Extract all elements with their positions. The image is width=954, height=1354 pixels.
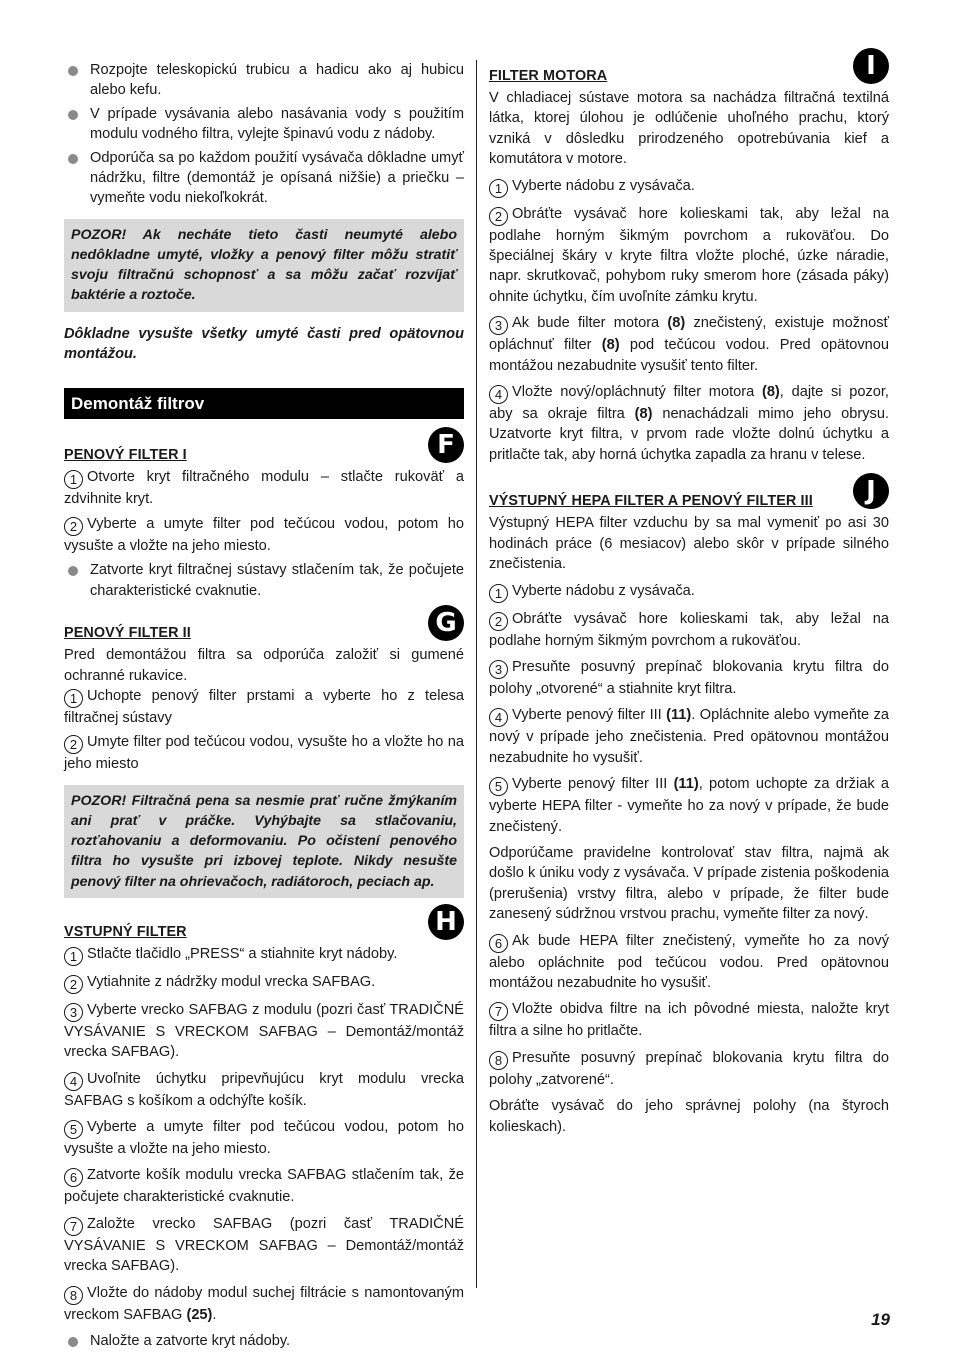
step-text: Vyberte vrecko SAFBAG z modulu (pozri časť TRADIČNÉ VYSÁVANIE S VRECKOM SAFBAG – Demontáž/montáž vrecka SAFBAG). (64, 1001, 464, 1061)
step (64, 944, 464, 966)
step-text: Vyberte nádobu z vysávača. (512, 582, 695, 599)
step (489, 581, 889, 603)
step-text: Založte vrecko SAFBAG (pozri časť TRADIČNÉ VYSÁVANIE S VRECKOM SAFBAG – Demontáž/montáž vrecka SAFBAG). (64, 1215, 464, 1275)
intro-bullet: Rozpojte teleskopickú trubicu a hadicu ako aj hubicu alebo kefu. (64, 60, 464, 101)
part-reference: (8) (761, 384, 780, 401)
step (64, 1069, 464, 1111)
step (64, 972, 464, 994)
step (64, 732, 464, 774)
step (64, 1283, 464, 1325)
step-number: 3 (489, 316, 508, 335)
step-text: , potom uchopte za držiak a vyberte HEPA filter - vymeňte ho za nový v prípade, že bude znečistený. (489, 776, 889, 835)
step-number: 1 (489, 584, 508, 603)
paragraph: V chladiacej sústave motora sa nachádza filtračná textilná látka, ktorej úlohou je odlúčenie uhoľného prachu, ktorý vzniká v dôsledku prirodzeného opotrebúvania kief a komutátora v motore. (489, 90, 889, 168)
step (64, 514, 464, 556)
step-number: 5 (489, 777, 508, 796)
figure-badge-g: G (428, 605, 464, 641)
intro-bullet: V prípade vysávania alebo nasávania vody s použitím modulu vodného filtra, vylejte špinavú vodu z nádoby. (64, 104, 464, 145)
step-text: Vyberte a umyte filter pod tečúcou vodou, potom ho vysušte a vložte na jeho miesto. (64, 1118, 464, 1157)
left-column (64, 60, 464, 1354)
step-text: Vložte do nádoby modul suchej filtrácie s namontovaným vreckom SAFBAG (64, 1284, 464, 1323)
subheading-text: VSTUPNÝ FILTER (64, 923, 187, 940)
subheading-foam-filter-2 (64, 608, 464, 645)
step-number: 8 (489, 1051, 508, 1070)
part-reference: (11) (666, 707, 692, 724)
warning-box (64, 219, 464, 312)
step (64, 686, 464, 728)
step (489, 1048, 889, 1090)
step-text: znečistený, existuje možnosť opláchnuť filter (489, 315, 889, 354)
step (64, 1165, 464, 1207)
step (489, 999, 889, 1041)
paragraph: Obráťte vysávač do jeho správnej polohy (na štyroch kolieskach). (489, 1098, 889, 1135)
step (489, 204, 889, 308)
step-number: 1 (64, 689, 83, 708)
step-text: Zatvorte košík modulu vrecka SAFBAG stlačením tak, že počujete charakteristické cvaknutie. (64, 1167, 464, 1206)
step-number: 6 (64, 1168, 83, 1187)
subheading-motor-filter (489, 51, 889, 88)
subheading-inlet-filter (64, 906, 464, 944)
right-column (489, 51, 890, 1137)
step-text: Uvoľnite úchytku pripevňujúcu kryt modulu vrecka SAFBAG s košíkom a odchýľte košík. (64, 1070, 464, 1109)
step-number: 1 (64, 470, 83, 489)
intro-bullet: Odporúča sa po každom použití vysávača dôkladne umyť nádržku, filtre (demontáž je opísaná nižšie) a priečku – vymeňte vodu niekoľkokrát. (64, 148, 464, 209)
step-text: , dajte si pozor, aby sa okraje filtra (489, 384, 889, 423)
step-text: Vyberte a umyte filter pod tečúcou vodou, potom ho vysušte a vložte na jeho miesto. (64, 515, 464, 554)
step-number: 5 (64, 1120, 83, 1139)
step (489, 609, 889, 651)
column-divider (476, 60, 477, 1288)
part-reference: (11) (673, 776, 699, 793)
step-number: 3 (64, 1003, 83, 1022)
step-number: 2 (64, 517, 83, 536)
step (489, 705, 889, 768)
paragraph: Výstupný HEPA filter vzduchu by sa mal vymeniť po asi 30 hodinách práce (6 mesiacov) alebo skôr v prípade silného znečistenia. (489, 515, 889, 573)
step-number: 2 (489, 612, 508, 631)
step-text: Vložte obidva filtre na ich pôvodné miesta, naložte kryt filtra a silne ho pritlačte. (489, 1001, 889, 1040)
warning-text: POZOR! Ak necháte tieto časti neumyté alebo nedôkladne umyté, vložky a penový filter môžu stratiť svoju filtračnú schopnosť a sa môžu začať rozvíjať baktérie a roztoče. (71, 226, 457, 304)
part-reference: (8) (667, 315, 686, 332)
step-number: 7 (64, 1217, 83, 1236)
bullet-item: Naložte a zatvorte kryt nádoby. (64, 1331, 464, 1351)
part-reference: (8) (601, 337, 620, 354)
paragraph: Pred demontážou filtra sa odporúča založiť si gumené ochranné rukavice. (64, 647, 464, 684)
part-reference: (25) (186, 1306, 213, 1323)
step-text: Vyberte penový filter III (512, 776, 674, 793)
figure-badge-j: J (853, 473, 889, 509)
bullet-item: Zatvorte kryt filtračnej sústavy stlačením tak, že počujete charakteristické cvaknutie. (64, 560, 464, 601)
step-text: Presuňte posuvný prepínač blokovania krytu filtra do polohy „otvorené“ a stiahnite kryt filtra. (489, 658, 889, 697)
step-text: Vyberte nádobu z vysávača. (512, 177, 695, 194)
step-number: 4 (64, 1072, 83, 1091)
subheading-text: PENOVÝ FILTER II (64, 625, 191, 642)
step-number: 6 (489, 934, 508, 953)
step-number: 4 (489, 708, 508, 727)
step-text: Stlačte tlačidlo „PRESS“ a stiahnite kryt nádoby. (87, 945, 398, 962)
step-number: 7 (489, 1002, 508, 1021)
step-number: 8 (64, 1286, 83, 1305)
subheading-text: VÝSTUPNÝ HEPA FILTER A PENOVÝ FILTER III (489, 493, 813, 510)
warning-box (64, 785, 464, 898)
step-text: Vytiahnite z nádržky modul vrecka SAFBAG. (87, 973, 376, 990)
figure-badge-f: F (428, 427, 464, 463)
subheading-foam-filter-1 (64, 430, 464, 467)
step-number: 2 (64, 735, 83, 754)
step-number: 1 (489, 179, 508, 198)
step-text: pod tečúcou vodou. Pred opätovnou montážou nezabudnite vysušiť tento filter. (489, 337, 890, 374)
step-text: Ak bude filter motora (512, 315, 668, 332)
part-reference: (8) (634, 406, 653, 423)
step-number: 2 (489, 207, 508, 226)
step (489, 774, 889, 837)
subheading-text: PENOVÝ FILTER I (64, 447, 187, 464)
step (64, 1117, 464, 1159)
dry-note: Dôkladne vysušte všetky umyté časti pred opätovnou montážou. (64, 325, 464, 363)
step-text: Ak bude HEPA filter znečistený, vymeňte ho za nový alebo opláchnite pod tečúcou vodou. Pred opätovnou montážou nezabudnite ho vysušiť. (489, 932, 889, 991)
subheading-text: FILTER MOTORA (489, 68, 608, 84)
figure-badge-h: H (428, 904, 464, 940)
step-number: 2 (64, 975, 83, 994)
step (489, 382, 889, 465)
step-text: Presuňte posuvný prepínač blokovania krytu filtra do polohy „zatvorené“. (489, 1049, 889, 1088)
step (64, 1000, 464, 1063)
step-text: . Opláchnite alebo vymeňte za nový v prípade jeho znečistenia. Pred opätovnou montážou nezabudnite ho vysušiť. (489, 707, 889, 766)
step (64, 467, 464, 509)
figure-badge-i: I (853, 48, 889, 84)
step-text: Otvorte kryt filtračného modulu – stlačte rukoväť a zdvihnite kryt. (64, 469, 464, 508)
step-text: Vyberte penový filter III (512, 707, 667, 724)
paragraph: Odporúčame pravidelne kontrolovať stav filtra, najmä ak došlo k úniku vody z vysávača. V prípade zistenia poškodenia (prerušenia) vrstvy filtra, alebo v prípade, že filter bude zanesený súdržnou vrstvou prachu, vymeňte filter za nový. (489, 844, 889, 923)
step-text: Obráťte vysávač hore kolieskami tak, aby ležal na podlahe horným šikmým povrchom a rukoväťou. Do špeciálnej škáry v kryte filtra vložte ploché, úzke náradie, napr. skrutkovač, pohybom ruky smerom hore (zásada páky) ohnite úchytku, čím uvoľníte zámku krytu. (489, 205, 889, 305)
step (489, 931, 889, 994)
step (489, 313, 889, 376)
step (64, 1214, 464, 1277)
warning-text: POZOR! Filtračná pena sa nesmie prať ručne žmýkaním ani prať v práčke. Vyhýbajte sa stlačovaniu, rozťahovaniu a deformovaniu. Po očistení penového filtra ho vysušte pri izbovej teplote. Nikdy nesušte penový filter na ohrievačoch, radiátoroch, peciach ap. (71, 792, 457, 890)
step-text: Uchopte penový filter prstami a vyberte ho z telesa filtračnej sústavy (64, 687, 464, 726)
section-title: Demontáž filtrov (64, 388, 464, 419)
step (489, 176, 889, 198)
step (489, 657, 889, 699)
step-number: 3 (489, 660, 508, 679)
step-text: Umyte filter pod tečúcou vodou, vysušte ho a vložte ho na jeho miesto (64, 734, 464, 773)
subheading-hepa-filter (489, 476, 889, 513)
step-text: . (212, 1306, 217, 1323)
page-number: 19 (871, 1310, 890, 1329)
step-text: nenachádzali mimo jeho obrysu. Uzatvorte kryt filtra, v prvom rade vložte dolnú úchytku a pritlačte tak, aby horná úchytka zapadla za hranu v telese. (489, 406, 889, 463)
step-number: 1 (64, 947, 83, 966)
step-text: Vložte nový/opláchnutý filter motora (512, 384, 762, 401)
step-text: Obráťte vysávač hore kolieskami tak, aby ležal na podlahe horným šikmým povrchom a rukoväťou. (489, 610, 889, 649)
step-number: 4 (489, 385, 508, 404)
